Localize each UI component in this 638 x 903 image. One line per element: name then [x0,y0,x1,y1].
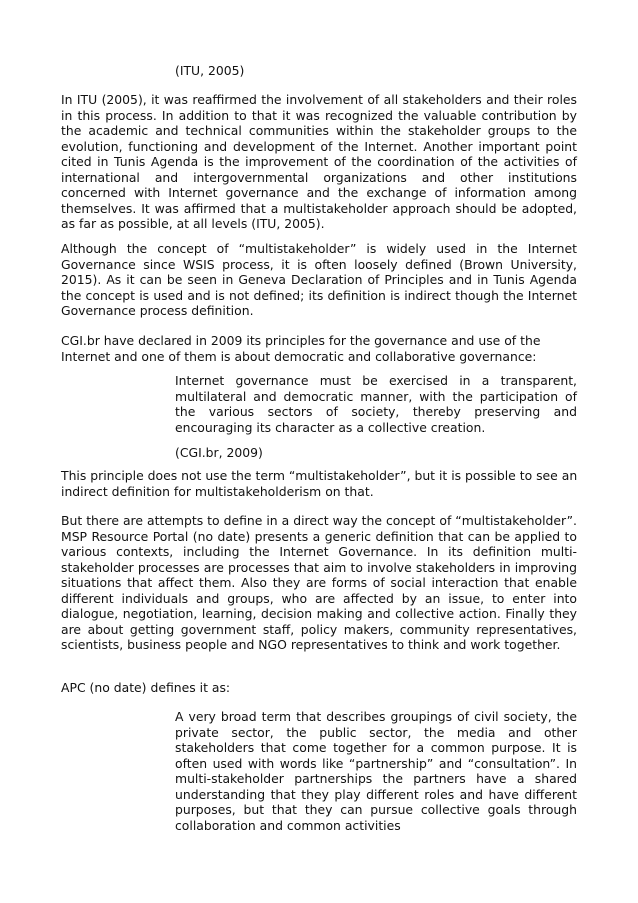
paragraph-apc-defines: APC (no date) defines it as: [61,680,231,695]
paragraph-multistakeholder-concept: Although the concept of “multistakeholder” is widely used in the Internet Governance since WSIS process, it is often loosely defined (Brown University, 2015). As it can be seen in Geneva Declaration of Principles and in Tunis Agenda the concept is used and is not defined; its definition is indirect though the Internet Governance process definition. [61,241,577,318]
paragraph-msp-resource-portal: But there are attempts to define in a direct way the concept of “multistakeholder”. MSP Resource Portal (no date) presents a generic definition that can be applied to various contexts, including the Internet Governance. In its definition multi-stakeholder processes are processes that aim to involve stakeholders in improving situations that affect them. Also they are forms of social interaction that enable different individuals and groups, who are affected by an issue, to enter into dialogue, negotiation, learning, decision making and collective action. Finally they are about getting government staff, policy makers, community representatives, scientists, business people and NGO representatives to think and work together. [61,513,577,652]
paragraph-principle-indirect: This principle does not use the term “multistakeholder”, but it is possible to see an indirect definition for multistakeholderism on that. [61,468,578,499]
blockquote-apc: A very broad term that describes groupings of civil society, the private sector, the public sector, the media and other stakeholders that come together for a common purpose. It is often used with words like “partnership” and “consultation”. In multi-stakeholder partnerships the partners have a shared understanding that they play different roles and have different purposes, but that they can pursue collective goals through collaboration and common activities [175,709,577,833]
paragraph-itu-reaffirmed: In ITU (2005), it was reaffirmed the involvement of all stakeholders and their roles in this process. In addition to that it was recognized the valuable contribution by the academic and technical communities within the stakeholder groups to the evolution, functioning and development of the Internet. Another important point cited in Tunis Agenda is the improvement of the coordination of the activities of international and intergovernmental organizations and other institutions concerned with Internet governance and the exchange of information among themselves. It was affirmed that a multistakeholder approach should be adopted, as far as possible, at all levels (ITU, 2005). [61,92,577,231]
citation-cgibr-2009: (CGI.br, 2009) [175,445,263,460]
paragraph-cgibr-principles: CGI.br have declared in 2009 its principles for the governance and use of the Internet and one of them is about democratic and collaborative governance: [61,333,541,364]
citation-itu-2005: (ITU, 2005) [175,63,245,78]
blockquote-cgibr: Internet governance must be exercised in a transparent, multilateral and democratic manner, with the participation of the various sectors of society, thereby preserving and encouraging its character as a collective creation. [175,373,577,435]
